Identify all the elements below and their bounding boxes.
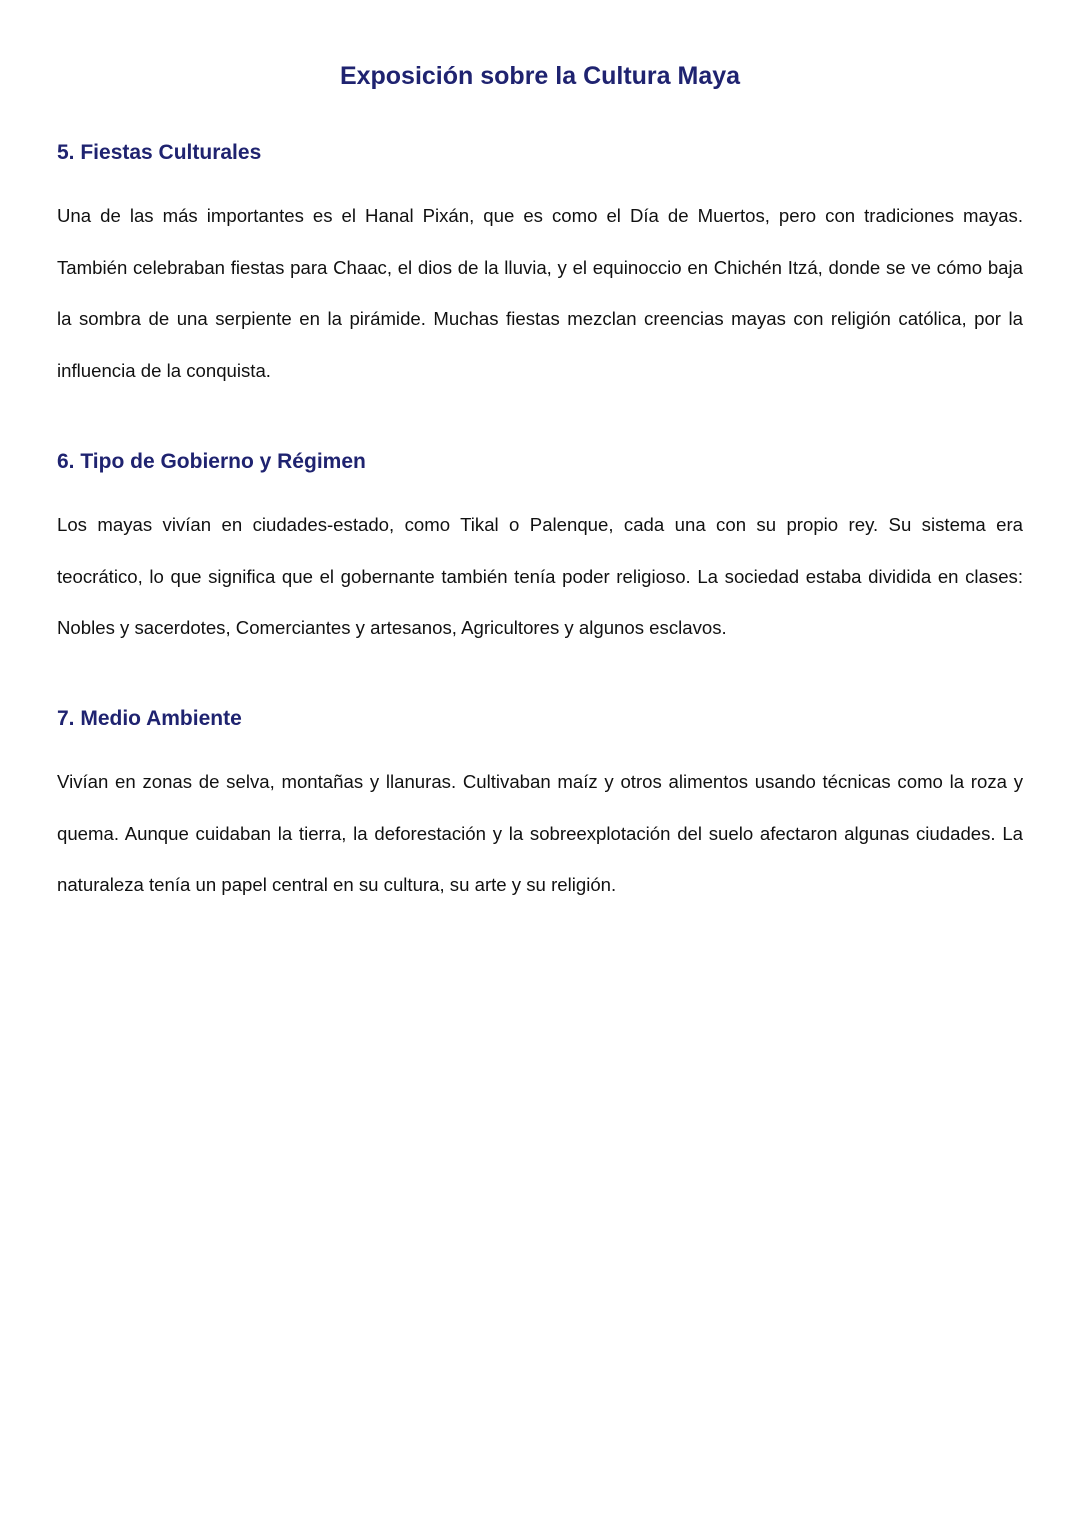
section-tipo-de-gobierno	[57, 447, 1023, 654]
section-fiestas-culturales	[57, 138, 1023, 396]
section-heading: 5. Fiestas Culturales	[57, 141, 262, 164]
section-heading: 6. Tipo de Gobierno y Régimen	[57, 450, 366, 473]
section-paragraph: Vivían en zonas de selva, montañas y llanuras. Cultivaban maíz y otros alimentos usando técnicas como la roza y quema. Aunque cuidaban la tierra, la deforestación y la sobreexplotación del suelo afectaron algunas ciudades. La naturaleza tenía un papel central en su cultura, su arte y su religión.	[57, 771, 1023, 895]
section-medio-ambiente	[57, 704, 1023, 911]
document-title: Exposición sobre la Cultura Maya	[339, 62, 741, 90]
section-paragraph: Los mayas vivían en ciudades-estado, como Tikal o Palenque, cada una con su propio rey. Su sistema era teocrático, lo que significa que el gobernante también tenía poder religioso. La sociedad estaba dividida en clases: Nobles y sacerdotes, Comerciantes y artesanos, Agricultores y algunos esclavos.	[57, 514, 1023, 638]
section-paragraph: Una de las más importantes es el Hanal Pixán, que es como el Día de Muertos, pero con tradiciones mayas. También celebraban fiestas para Chaac, el dios de la lluvia, y el equinoccio en Chichén Itzá, donde se ve cómo baja la sombra de una serpiente en la pirámide. Muchas fiestas mezclan creencias mayas con religión católica, por la influencia de la conquista.	[57, 205, 1023, 381]
section-heading: 7. Medio Ambiente	[57, 707, 242, 730]
